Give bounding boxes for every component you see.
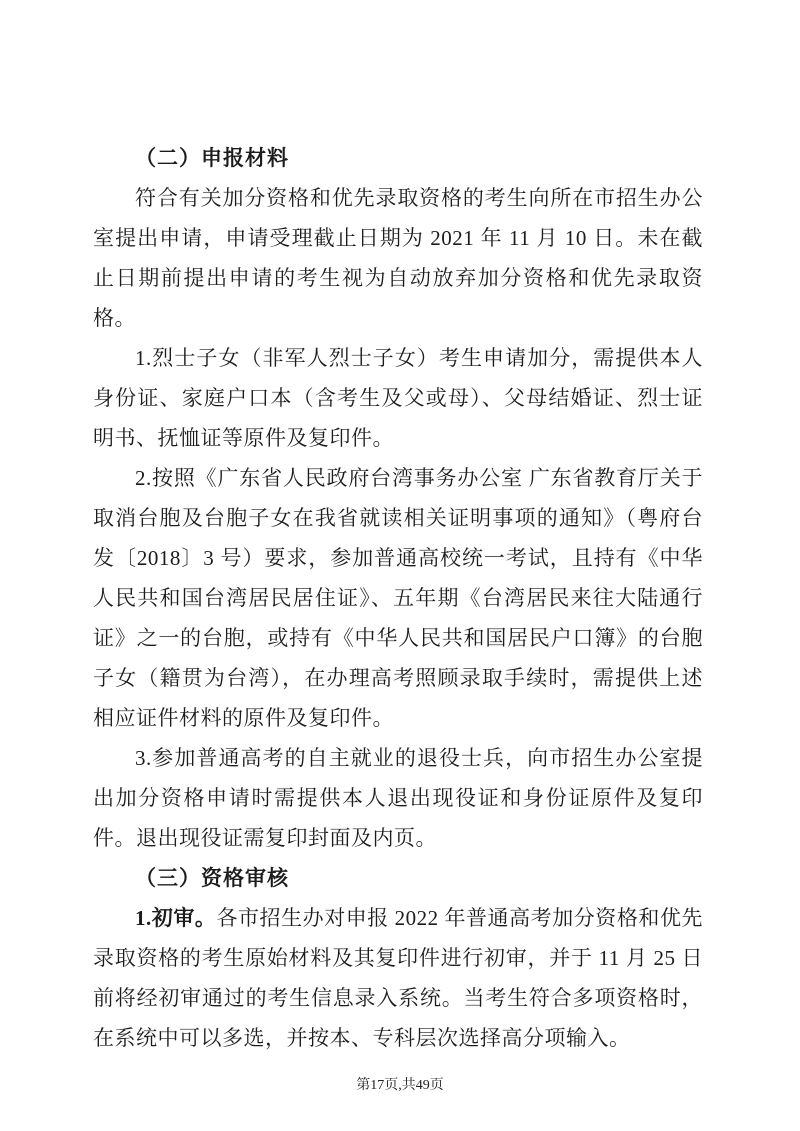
paragraph-initial-review-text: 各市招生办对申报 2022 年普通高考加分资格和优先录取资格的考生原始材料及其复印件进行初审，并于 11 月 25 日前将经初审通过的考生信息录入系统。当考生符合多项资格时，在系统中可以多选，并按本、专科层次选择高分项输入。 xyxy=(93,906,704,1050)
section-heading-qualification-review: （三）资格审核 xyxy=(135,866,289,890)
document-body xyxy=(93,138,703,1058)
paragraph-initial-review xyxy=(93,898,703,1058)
paragraph-application-intro: 符合有关加分资格和优先录取资格的考生向所在市招生办公室提出申请，申请受理截止日期为 2021 年 11 月 10 日。未在截止日期前提出申请的考生视为自动放弃加分资格和优先录取资格。 xyxy=(93,186,703,330)
section-heading-application-materials: （二）申报材料 xyxy=(135,146,289,170)
paragraph-item-taiwan-residents: 2.按照《广东省人民政府台湾事务办公室 广东省教育厅关于取消台胞及台胞子女在我省就读相关证明事项的通知》（粤府台发〔2018〕3 号）要求，参加普通高校统一考试，且持有《中华人民共和国台湾居民居住证》、五年期《台湾居民来往大陆通行证》之一的台胞，或持有《中华人民共和国居民户口簿》的台胞子女（籍贯为台湾），在办理高考照顾录取手续时，需提供上述相应证件材料的原件及复印件。 xyxy=(93,466,703,730)
page-number-indicator: 第17页,共49页 xyxy=(356,1078,444,1093)
paragraph-item-martyr-children: 1.烈士子女（非军人烈士子女）考生申请加分，需提供本人身份证、家庭户口本（含考生及父或母）、父母结婚证、烈士证明书、抚恤证等原件及复印件。 xyxy=(93,346,703,450)
paragraph-bold-lead: 1.初审。 xyxy=(135,906,217,930)
paragraph-item-veterans: 3.参加普通高考的自主就业的退役士兵，向市招生办公室提出加分资格申请时需提供本人退出现役证和身份证原件及复印件。退出现役证需复印封面及内页。 xyxy=(93,746,703,850)
